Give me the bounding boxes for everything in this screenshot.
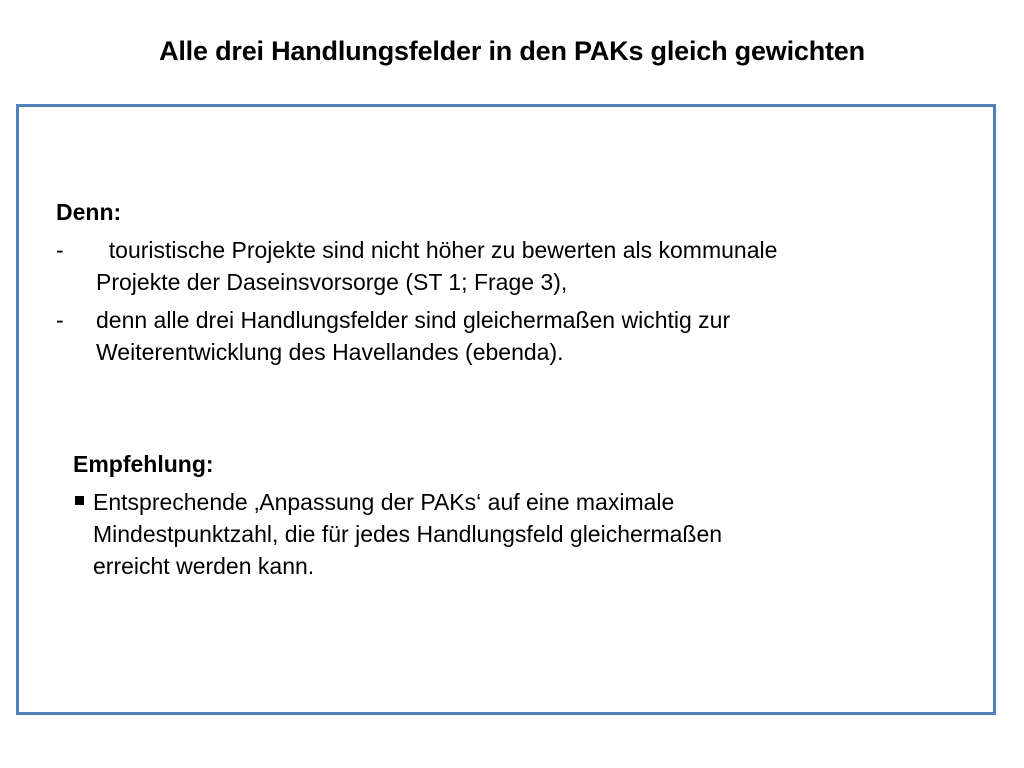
denn-item-1 <box>56 234 777 298</box>
dash-marker: - <box>56 237 64 263</box>
denn-item-2-line-2: Weiterentwicklung des Havellandes (ebenda). <box>96 339 564 365</box>
denn-item-2 <box>56 304 777 368</box>
square-bullet-icon <box>75 496 84 505</box>
empfehlung-item-1-line-2: Mindestpunktzahl, die für jedes Handlungsfeld gleichermaßen <box>93 521 723 547</box>
denn-section <box>56 196 777 374</box>
slide-title: Alle drei Handlungsfelder in den PAKs gleich gewichten <box>159 36 865 66</box>
dash-marker: - <box>56 307 64 333</box>
denn-item-1-line-2: Projekte der Daseinsvorsorge (ST 1; Frage 3), <box>96 269 568 295</box>
denn-item-1-line-1: touristische Projekte sind nicht höher zu bewerten als kommunale <box>96 237 778 263</box>
empfehlung-item-1-line-1: Entsprechende ‚Anpassung der PAKs‘ auf eine maximale <box>93 489 675 515</box>
empfehlung-section <box>73 448 722 588</box>
empfehlung-heading: Empfehlung: <box>73 451 214 477</box>
empfehlung-item-1-line-3: erreicht werden kann. <box>93 553 315 579</box>
denn-item-2-line-1: denn alle drei Handlungsfelder sind gleichermaßen wichtig zur <box>96 307 731 333</box>
empfehlung-item-1 <box>73 486 722 582</box>
denn-heading: Denn: <box>56 199 122 225</box>
